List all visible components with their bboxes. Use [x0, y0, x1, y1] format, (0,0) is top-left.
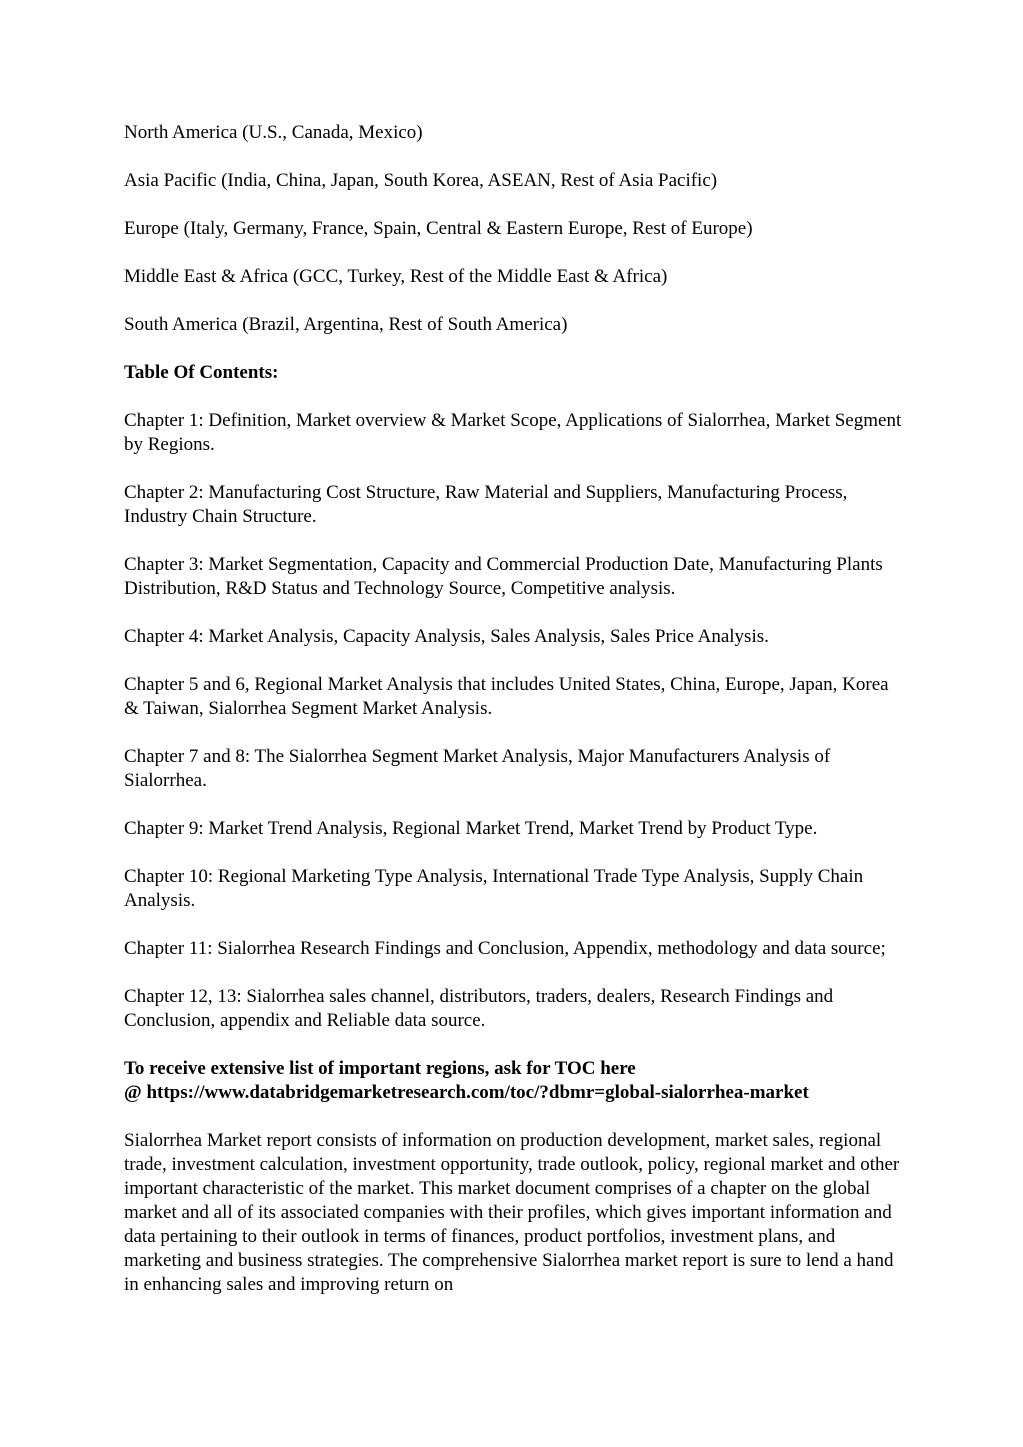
toc-request-text: To receive extensive list of important regions, ask for TOC here	[124, 1058, 636, 1079]
toc-link-prefix: @	[124, 1082, 147, 1103]
chapter-9: Chapter 9: Market Trend Analysis, Regional Market Trend, Market Trend by Product Type.	[124, 818, 818, 839]
region-north-america: North America (U.S., Canada, Mexico)	[124, 122, 423, 143]
region-middle-east-africa: Middle East & Africa (GCC, Turkey, Rest of the Middle East & Africa)	[124, 266, 668, 287]
region-asia-pacific: Asia Pacific (India, China, Japan, South Korea, ASEAN, Rest of Asia Pacific)	[124, 170, 718, 191]
chapter-4: Chapter 4: Market Analysis, Capacity Analysis, Sales Analysis, Sales Price Analysis.	[124, 626, 769, 647]
toc-heading: Table Of Contents:	[124, 362, 279, 383]
chapter-5-6: Chapter 5 and 6, Regional Market Analysis that includes United States, China, Europe, Japan, Korea & Taiwan, Sialorrhea Segment Market Analysis.	[124, 674, 889, 719]
chapter-12-13: Chapter 12, 13: Sialorrhea sales channel, distributors, traders, dealers, Research Findings and Conclusion, appendix and Reliable data source.	[124, 986, 834, 1031]
chapter-10: Chapter 10: Regional Marketing Type Analysis, International Trade Type Analysis, Supply Chain Analysis.	[124, 866, 864, 911]
toc-request-link[interactable]: https://www.databridgemarketresearch.com/toc/?dbmr=global-sialorrhea-market	[146, 1082, 809, 1103]
chapter-1: Chapter 1: Definition, Market overview & Market Scope, Applications of Sialorrhea, Market Segment by Regions.	[124, 410, 902, 455]
chapter-11: Chapter 11: Sialorrhea Research Findings and Conclusion, Appendix, methodology and data source;	[124, 938, 886, 959]
chapter-2: Chapter 2: Manufacturing Cost Structure, Raw Material and Suppliers, Manufacturing Process, Industry Chain Structure.	[124, 482, 848, 527]
chapter-3: Chapter 3: Market Segmentation, Capacity and Commercial Production Date, Manufacturing Plants Distribution, R&D Status and Technology Source, Competitive analysis.	[124, 554, 883, 599]
region-south-america: South America (Brazil, Argentina, Rest of South America)	[124, 314, 568, 335]
report-description-paragraph: Sialorrhea Market report consists of information on production development, market sales, regional trade, investment calculation, investment opportunity, trade outlook, policy, regional market and other important characteristic of the market. This market document comprises of a chapter on the global market and all of its associated companies with their profiles, which gives important information and data pertaining to their outlook in terms of finances, product portfolios, investment plans, and marketing and business strategies. The comprehensive Sialorrhea market report is sure to lend a hand in enhancing sales and improving return on	[124, 1130, 900, 1295]
region-europe: Europe (Italy, Germany, France, Spain, Central & Eastern Europe, Rest of Europe)	[124, 218, 753, 239]
toc-request-callout	[124, 1057, 904, 1105]
chapter-7-8: Chapter 7 and 8: The Sialorrhea Segment Market Analysis, Major Manufacturers Analysis of Sialorrhea.	[124, 746, 831, 791]
document-page	[124, 121, 904, 1321]
